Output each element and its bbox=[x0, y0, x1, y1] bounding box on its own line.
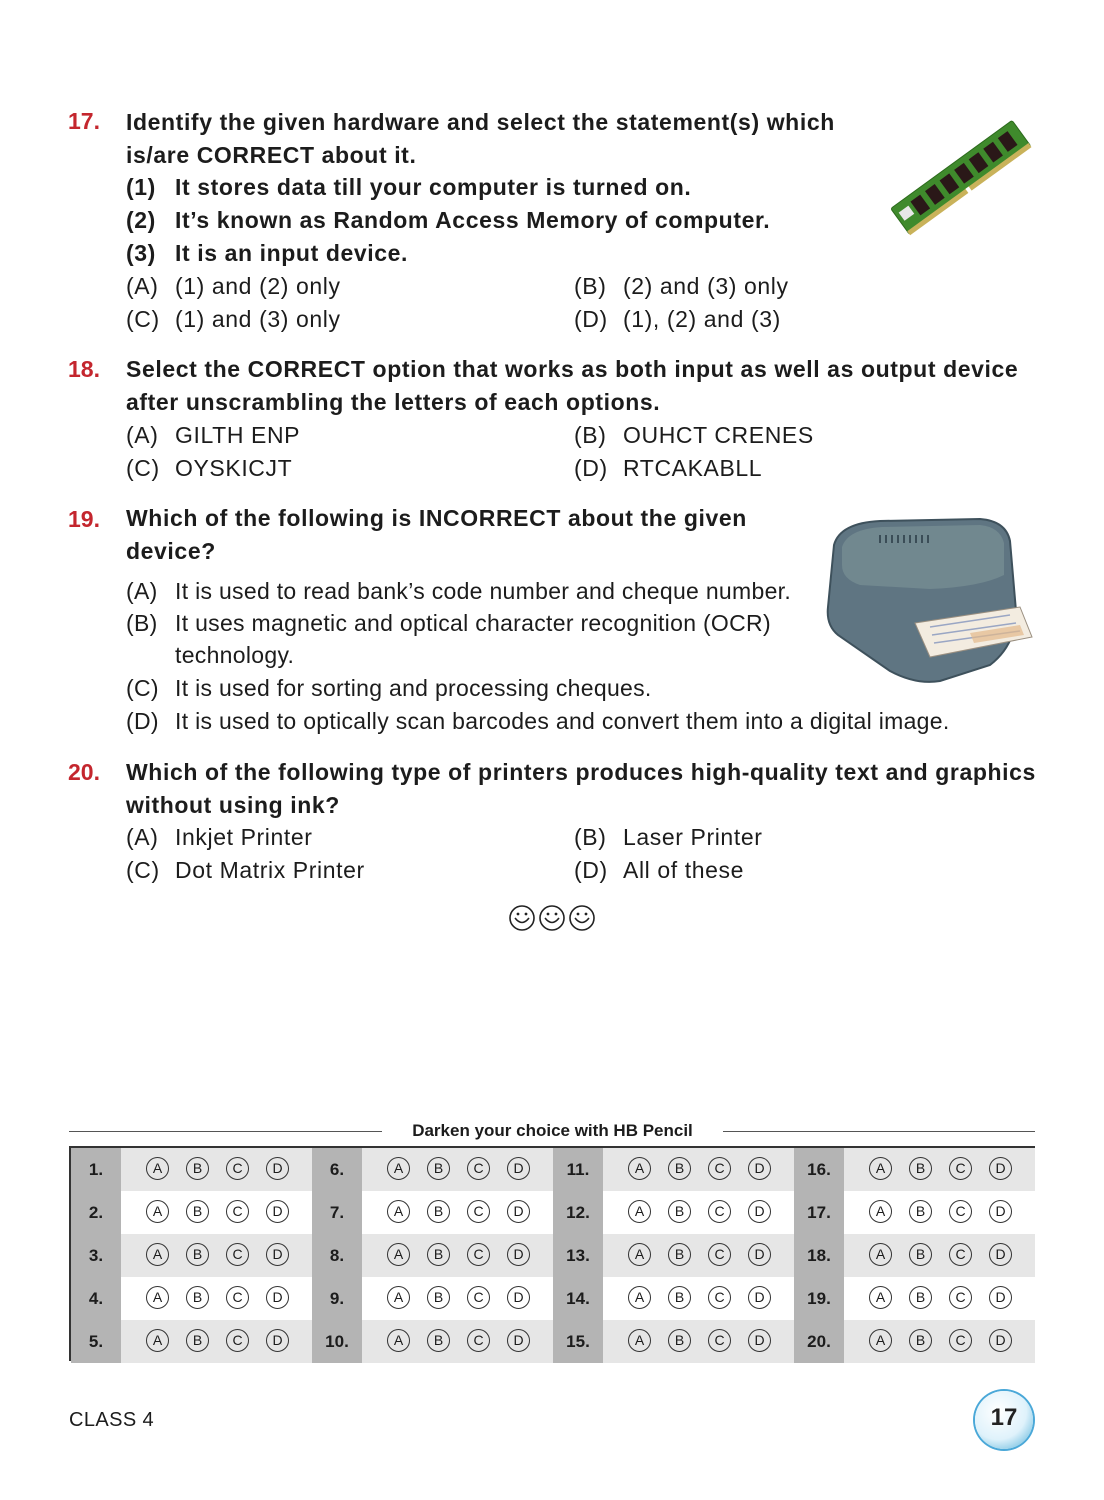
question-text-line: Identify the given hardware and select the statement(s) which bbox=[126, 109, 835, 135]
option-letter: (B) bbox=[126, 610, 158, 636]
answer-bubble-d[interactable]: D bbox=[266, 1243, 289, 1266]
option-letter: (A) bbox=[126, 578, 158, 604]
option-letter: (C) bbox=[126, 455, 160, 481]
option-text: It is used to optically scan barcodes and convert them into a digital image. bbox=[175, 708, 950, 734]
answer-bubble-c[interactable]: C bbox=[949, 1200, 972, 1223]
bubble-group bbox=[121, 1234, 312, 1277]
question-text-line: is/are CORRECT about it. bbox=[126, 142, 417, 168]
option-letter: (A) bbox=[126, 273, 159, 299]
answer-bubble-b[interactable]: B bbox=[668, 1200, 691, 1223]
answer-bubble-a[interactable]: A bbox=[387, 1243, 410, 1266]
answer-bubble-d[interactable]: D bbox=[507, 1200, 530, 1223]
answer-bubble-a[interactable]: A bbox=[869, 1243, 892, 1266]
option-c bbox=[126, 857, 365, 884]
answer-bubble-d[interactable]: D bbox=[748, 1200, 771, 1223]
answer-bubble-c[interactable]: C bbox=[467, 1329, 490, 1352]
smiley-separator bbox=[507, 903, 597, 933]
bubble-group bbox=[121, 1277, 312, 1320]
statement-text: It’s known as Random Access Memory of computer. bbox=[175, 207, 771, 233]
question-number-cell: 17. bbox=[794, 1191, 844, 1234]
answer-bubble-b[interactable]: B bbox=[668, 1157, 691, 1180]
option-text: It is used to read bank’s code number and cheque number. bbox=[175, 578, 792, 604]
answer-bubble-d[interactable]: D bbox=[748, 1157, 771, 1180]
answer-bubble-a[interactable]: A bbox=[628, 1157, 651, 1180]
answer-bubble-c[interactable]: C bbox=[467, 1286, 490, 1309]
statement-text: It stores data till your computer is turned on. bbox=[175, 174, 692, 200]
answer-bubble-c[interactable]: C bbox=[949, 1286, 972, 1309]
option-letter: (A) bbox=[126, 422, 159, 448]
answer-row bbox=[71, 1234, 1033, 1277]
option-a bbox=[126, 273, 341, 300]
answer-bubble-a[interactable]: A bbox=[387, 1200, 410, 1223]
question-text bbox=[126, 756, 1036, 822]
question-text bbox=[126, 502, 747, 568]
option-text: Dot Matrix Printer bbox=[175, 857, 365, 883]
answer-bubble-c[interactable]: C bbox=[467, 1157, 490, 1180]
answer-bubble-d[interactable]: D bbox=[748, 1329, 771, 1352]
question-number-cell: 18. bbox=[794, 1234, 844, 1277]
answer-bubble-d[interactable]: D bbox=[266, 1286, 289, 1309]
answer-row bbox=[71, 1191, 1033, 1234]
question-text-line: Which of the following type of printers produces high-quality text and graphics bbox=[126, 759, 1036, 785]
answer-sheet bbox=[69, 1146, 1035, 1361]
question-text-line: after unscrambling the letters of each options. bbox=[126, 389, 661, 415]
answer-bubble-c[interactable]: C bbox=[467, 1200, 490, 1223]
answer-bubble-a[interactable]: A bbox=[146, 1200, 169, 1223]
answer-bubble-d[interactable]: D bbox=[266, 1157, 289, 1180]
answer-bubble-c[interactable]: C bbox=[949, 1243, 972, 1266]
answer-bubble-b[interactable]: B bbox=[909, 1286, 932, 1309]
bubble-group bbox=[603, 1320, 794, 1363]
answer-bubble-b[interactable]: B bbox=[186, 1329, 209, 1352]
question-number-cell: 7. bbox=[312, 1191, 362, 1234]
option-text: OYSKICJT bbox=[175, 455, 293, 481]
option-letter: (D) bbox=[126, 708, 159, 734]
question-number-cell: 16. bbox=[794, 1148, 844, 1191]
option-d bbox=[574, 857, 744, 884]
bubble-group bbox=[121, 1320, 312, 1363]
answer-bubble-c[interactable]: C bbox=[708, 1286, 731, 1309]
answer-bubble-a[interactable]: A bbox=[387, 1157, 410, 1180]
answer-bubble-c[interactable]: C bbox=[226, 1243, 249, 1266]
question-text bbox=[126, 353, 1018, 419]
answer-sheet-title: Darken your choice with HB Pencil bbox=[412, 1121, 693, 1140]
question-number-cell: 8. bbox=[312, 1234, 362, 1277]
answer-bubble-d[interactable]: D bbox=[507, 1243, 530, 1266]
answer-bubble-a[interactable]: A bbox=[387, 1329, 410, 1352]
statement-2 bbox=[126, 207, 770, 234]
answer-bubble-b[interactable]: B bbox=[427, 1286, 450, 1309]
option-letter: (B) bbox=[574, 824, 607, 850]
answer-bubble-d[interactable]: D bbox=[507, 1157, 530, 1180]
bubble-group bbox=[362, 1148, 553, 1191]
answer-bubble-c[interactable]: C bbox=[708, 1243, 731, 1266]
answer-bubble-d[interactable]: D bbox=[748, 1243, 771, 1266]
answer-bubble-d[interactable]: D bbox=[989, 1157, 1012, 1180]
answer-bubble-d[interactable]: D bbox=[507, 1329, 530, 1352]
question-number-cell: 13. bbox=[553, 1234, 603, 1277]
answer-bubble-b[interactable]: B bbox=[427, 1243, 450, 1266]
question-text-line: Select the CORRECT option that works as both input as well as output device bbox=[126, 356, 1019, 382]
option-letter: (C) bbox=[126, 857, 160, 883]
question-number-cell: 19. bbox=[794, 1277, 844, 1320]
answer-row bbox=[71, 1277, 1033, 1320]
bubble-group bbox=[362, 1277, 553, 1320]
bubble-group bbox=[844, 1320, 1035, 1363]
question-number-cell: 1. bbox=[71, 1148, 121, 1191]
option-c bbox=[126, 306, 341, 333]
bubble-group bbox=[362, 1234, 553, 1277]
answer-bubble-c[interactable]: C bbox=[226, 1286, 249, 1309]
answer-bubble-c[interactable]: C bbox=[708, 1200, 731, 1223]
bubble-group bbox=[603, 1148, 794, 1191]
option-text: It uses magnetic and optical character recognition (OCR) technology. bbox=[175, 610, 771, 668]
answer-bubble-c[interactable]: C bbox=[708, 1157, 731, 1180]
option-text: It is used for sorting and processing cheques. bbox=[175, 675, 652, 701]
bubble-group bbox=[121, 1191, 312, 1234]
divider bbox=[69, 1131, 382, 1132]
question-number-cell: 4. bbox=[71, 1277, 121, 1320]
option-b bbox=[574, 824, 762, 851]
answer-bubble-b[interactable]: B bbox=[668, 1286, 691, 1309]
bubble-group bbox=[844, 1191, 1035, 1234]
question-number-cell: 9. bbox=[312, 1277, 362, 1320]
option-letter: (C) bbox=[126, 675, 159, 701]
question-number-cell: 10. bbox=[312, 1320, 362, 1363]
option-text: RTCAKABLL bbox=[623, 455, 763, 481]
option-b bbox=[574, 422, 814, 449]
answer-bubble-b[interactable]: B bbox=[909, 1157, 932, 1180]
option-text: Laser Printer bbox=[623, 824, 763, 850]
page-number-badge bbox=[975, 1391, 1033, 1449]
question-number-cell: 3. bbox=[71, 1234, 121, 1277]
question-text-line: device? bbox=[126, 538, 216, 564]
answer-bubble-b[interactable]: B bbox=[668, 1243, 691, 1266]
bubble-group bbox=[121, 1148, 312, 1191]
option-text: (1) and (2) only bbox=[175, 273, 341, 299]
statement-3 bbox=[126, 240, 408, 267]
option-a bbox=[126, 422, 300, 449]
answer-bubble-c[interactable]: C bbox=[226, 1157, 249, 1180]
answer-bubble-b[interactable]: B bbox=[427, 1329, 450, 1352]
option-text: (1), (2) and (3) bbox=[623, 306, 781, 332]
answer-bubble-a[interactable]: A bbox=[869, 1286, 892, 1309]
answer-bubble-d[interactable]: D bbox=[989, 1329, 1012, 1352]
statement-1 bbox=[126, 174, 691, 201]
question-number-cell: 20. bbox=[794, 1320, 844, 1363]
option-d bbox=[574, 455, 762, 482]
statement-text: It is an input device. bbox=[175, 240, 409, 266]
question-number-cell: 6. bbox=[312, 1148, 362, 1191]
answer-bubble-d[interactable]: D bbox=[748, 1286, 771, 1309]
class-label: CLASS 4 bbox=[69, 1409, 155, 1431]
answer-bubble-b[interactable]: B bbox=[909, 1200, 932, 1223]
cheque-scanner-image bbox=[820, 515, 1035, 685]
option-letter: (D) bbox=[574, 306, 608, 332]
answer-bubble-a[interactable]: A bbox=[146, 1157, 169, 1180]
ram-module-image bbox=[882, 110, 1037, 245]
answer-bubble-a[interactable]: A bbox=[628, 1286, 651, 1309]
option-letter: (D) bbox=[574, 455, 608, 481]
page-number: 17 bbox=[990, 1404, 1018, 1431]
question-number: 17. bbox=[68, 108, 100, 134]
answer-bubble-a[interactable]: A bbox=[869, 1329, 892, 1352]
option-text: All of these bbox=[623, 857, 744, 883]
option-c bbox=[126, 455, 292, 482]
question-number-cell: 12. bbox=[553, 1191, 603, 1234]
bubble-group bbox=[844, 1277, 1035, 1320]
divider bbox=[723, 1131, 1035, 1132]
question-text-line: without using ink? bbox=[126, 792, 340, 818]
option-d bbox=[126, 705, 1026, 737]
answer-bubble-c[interactable]: C bbox=[949, 1329, 972, 1352]
bubble-group bbox=[603, 1277, 794, 1320]
answer-bubble-d[interactable]: D bbox=[989, 1200, 1012, 1223]
option-a bbox=[126, 575, 816, 607]
answer-row bbox=[71, 1148, 1033, 1191]
option-text: OUHCT CRENES bbox=[623, 422, 814, 448]
answer-bubble-b[interactable]: B bbox=[909, 1243, 932, 1266]
answer-bubble-a[interactable]: A bbox=[628, 1329, 651, 1352]
answer-bubble-a[interactable]: A bbox=[146, 1286, 169, 1309]
option-letter: (B) bbox=[574, 273, 607, 299]
question-number: 20. bbox=[68, 759, 100, 785]
bubble-group bbox=[362, 1191, 553, 1234]
option-b bbox=[574, 273, 789, 300]
answer-bubble-d[interactable]: D bbox=[266, 1200, 289, 1223]
question-number-cell: 5. bbox=[71, 1320, 121, 1363]
question-number-cell: 11. bbox=[553, 1148, 603, 1191]
answer-bubble-c[interactable]: C bbox=[467, 1243, 490, 1266]
question-text bbox=[126, 106, 835, 172]
answer-bubble-a[interactable]: A bbox=[869, 1157, 892, 1180]
answer-bubble-b[interactable]: B bbox=[186, 1243, 209, 1266]
answer-bubble-a[interactable]: A bbox=[869, 1200, 892, 1223]
option-a bbox=[126, 824, 313, 851]
option-text: GILTH ENP bbox=[175, 422, 301, 448]
question-number: 18. bbox=[68, 356, 100, 382]
option-letter: (B) bbox=[574, 422, 607, 448]
answer-bubble-d[interactable]: D bbox=[507, 1286, 530, 1309]
answer-bubble-a[interactable]: A bbox=[387, 1286, 410, 1309]
bubble-group bbox=[844, 1148, 1035, 1191]
question-number-cell: 2. bbox=[71, 1191, 121, 1234]
answer-bubble-c[interactable]: C bbox=[949, 1157, 972, 1180]
bubble-group bbox=[362, 1320, 553, 1363]
answer-bubble-a[interactable]: A bbox=[628, 1200, 651, 1223]
question-text-line: Which of the following is INCORRECT about the given bbox=[126, 505, 747, 531]
question-number: 19. bbox=[68, 506, 100, 532]
answer-bubble-b[interactable]: B bbox=[427, 1200, 450, 1223]
answer-bubble-b[interactable]: B bbox=[186, 1200, 209, 1223]
answer-bubble-a[interactable]: A bbox=[146, 1243, 169, 1266]
answer-bubble-a[interactable]: A bbox=[146, 1329, 169, 1352]
option-d bbox=[574, 306, 781, 333]
bubble-group bbox=[603, 1191, 794, 1234]
option-text: (1) and (3) only bbox=[175, 306, 341, 332]
statement-number: (2) bbox=[126, 207, 156, 233]
answer-bubble-c[interactable]: C bbox=[226, 1329, 249, 1352]
answer-row bbox=[71, 1320, 1033, 1363]
option-b bbox=[126, 607, 816, 671]
answer-bubble-b[interactable]: B bbox=[427, 1157, 450, 1180]
option-letter: (D) bbox=[574, 857, 608, 883]
statement-number: (1) bbox=[126, 174, 156, 200]
answer-bubble-b[interactable]: B bbox=[668, 1329, 691, 1352]
answer-bubble-c[interactable]: C bbox=[708, 1329, 731, 1352]
option-text: Inkjet Printer bbox=[175, 824, 313, 850]
answer-bubble-c[interactable]: C bbox=[226, 1200, 249, 1223]
answer-bubble-b[interactable]: B bbox=[909, 1329, 932, 1352]
answer-bubble-a[interactable]: A bbox=[628, 1243, 651, 1266]
answer-bubble-b[interactable]: B bbox=[186, 1286, 209, 1309]
option-letter: (A) bbox=[126, 824, 159, 850]
bubble-group bbox=[844, 1234, 1035, 1277]
answer-bubble-d[interactable]: D bbox=[989, 1243, 1012, 1266]
statement-number: (3) bbox=[126, 240, 156, 266]
option-text: (2) and (3) only bbox=[623, 273, 789, 299]
answer-bubble-d[interactable]: D bbox=[989, 1286, 1012, 1309]
option-letter: (C) bbox=[126, 306, 160, 332]
answer-bubble-b[interactable]: B bbox=[186, 1157, 209, 1180]
question-number-cell: 15. bbox=[553, 1320, 603, 1363]
bubble-group bbox=[603, 1234, 794, 1277]
question-number-cell: 14. bbox=[553, 1277, 603, 1320]
answer-bubble-d[interactable]: D bbox=[266, 1329, 289, 1352]
